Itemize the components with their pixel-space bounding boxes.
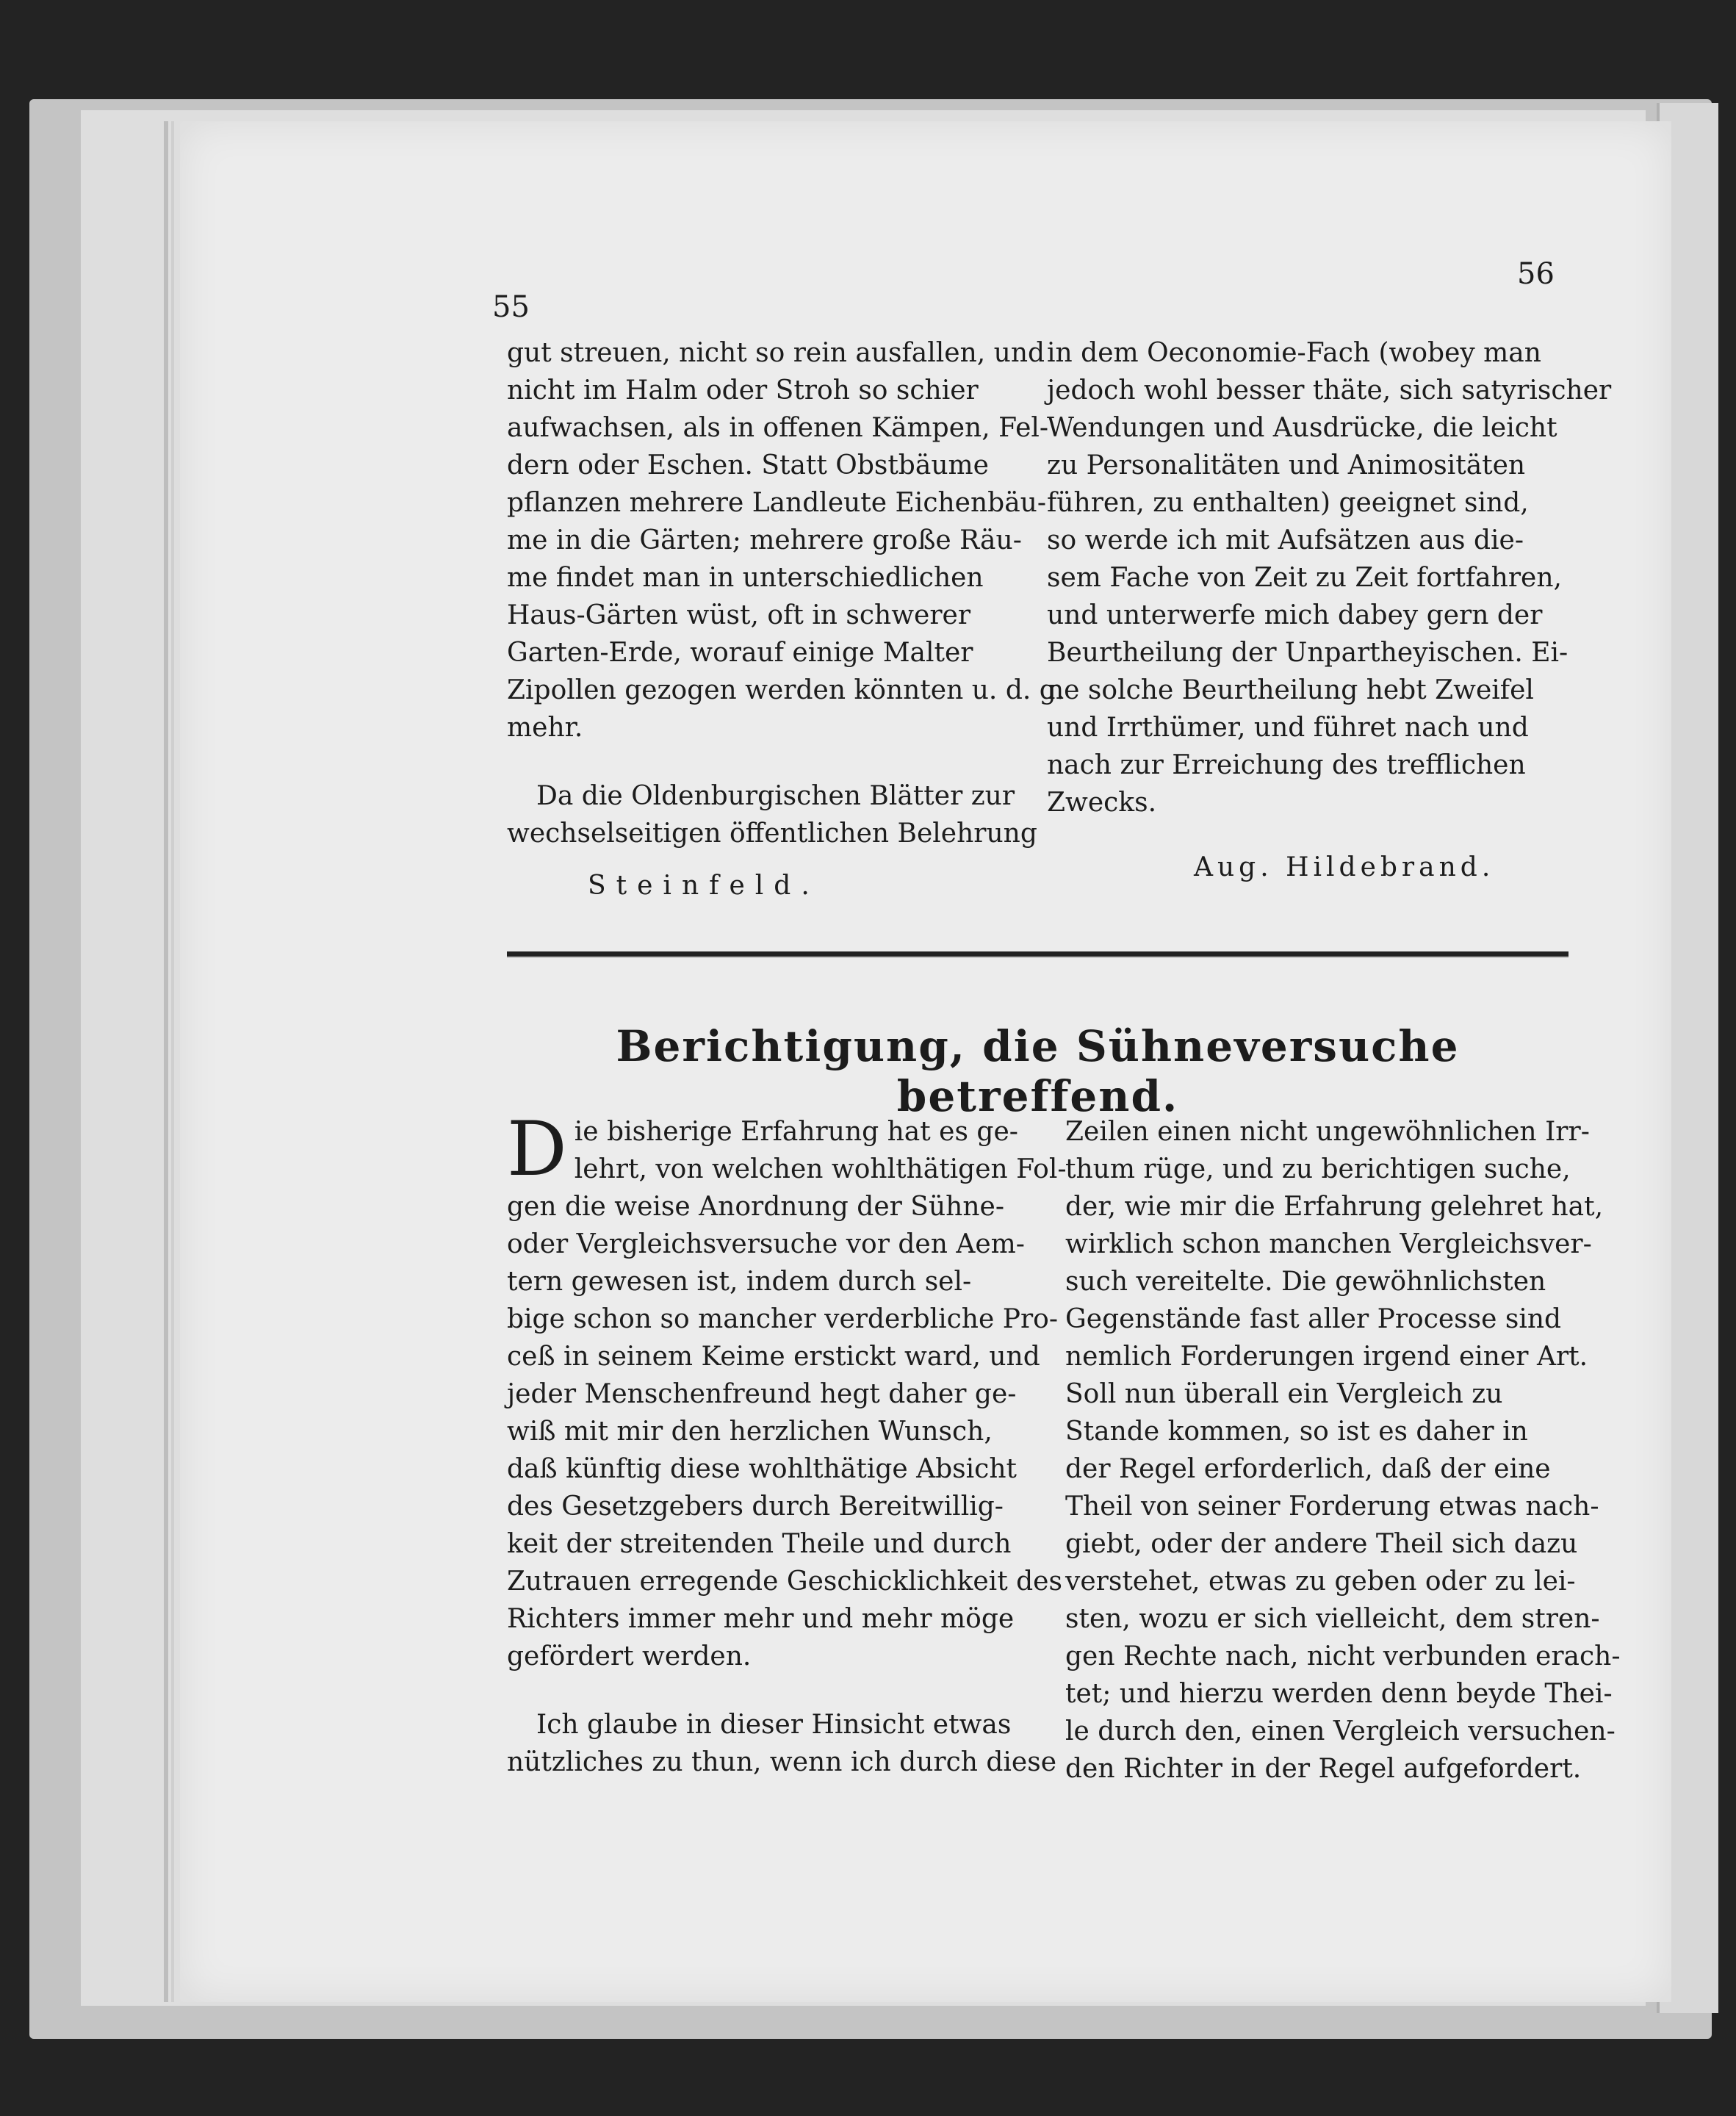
section-divider (507, 951, 1568, 957)
text-line: ie bisherige Erfahrung hat es ge- (574, 1117, 1018, 1147)
text-line: giebt, oder der andere Theil sich dazu (1065, 1529, 1578, 1559)
text-line: nemlich Forderungen irgend einer Art. (1065, 1342, 1588, 1372)
text-line: keit der streitenden Theile und durch (507, 1529, 1012, 1559)
page-number-left: 55 (492, 290, 530, 324)
text-line: such vereitelte. Die gewöhnlichsten (1065, 1267, 1546, 1297)
text-line: Soll nun überall ein Vergleich zu (1065, 1379, 1503, 1409)
text-line: Theil von seiner Forderung etwas nach- (1065, 1491, 1599, 1522)
text-line: wiß mit mir den herzlichen Wunsch, (507, 1417, 993, 1447)
text-line: sem Fache von Zeit zu Zeit fortfahren, (1047, 563, 1562, 593)
text-line: des Gesetzgebers durch Bereitwillig- (507, 1491, 1004, 1522)
text-line: mehr. (507, 713, 583, 743)
text-line: nützliches zu thun, wenn ich durch diese (507, 1747, 1057, 1777)
text-line: nach zur Erreichung des trefflichen (1047, 750, 1526, 780)
top-right-column (1047, 334, 1612, 821)
text-line: zu Personalitäten und Animositäten (1047, 450, 1526, 481)
text-line: jeder Menschenfreund hegt daher ge- (507, 1379, 1017, 1409)
bottom-left-column (507, 1106, 1067, 1781)
text-line: lehrt, von welchen wohlthätigen Fol- (574, 1154, 1067, 1184)
text-line: Wendungen und Ausdrücke, die leicht (1047, 413, 1557, 443)
text-line: gut streuen, nicht so rein ausfallen, und (507, 338, 1045, 368)
text-line: führen, zu enthalten) geeignet sind, (1047, 488, 1529, 518)
article-heading: Berichtigung, die Sühneversuche betreffend. (616, 1021, 1460, 1121)
text-line: und Irrthümer, und führet nach und (1047, 713, 1529, 743)
text-line: Da die Oldenburgischen Blätter zur (536, 781, 1015, 811)
text-line: bige schon so mancher verderbliche Pro- (507, 1304, 1059, 1334)
text-line: und unterwerfe mich dabey gern der (1047, 600, 1543, 630)
text-line: Richters immer mehr und mehr möge (507, 1604, 1015, 1634)
text-line: Zeilen einen nicht ungewöhnlichen Irr- (1065, 1117, 1590, 1147)
top-left-column (507, 334, 1065, 852)
text-line: Garten-Erde, worauf einige Malter (507, 638, 973, 668)
text-line: Beurtheilung der Unpartheyischen. Ei- (1047, 638, 1568, 668)
signature-hildebrand: Aug. Hildebrand. (1194, 852, 1495, 882)
text-line: wirklich schon manchen Vergleichsver- (1065, 1229, 1592, 1259)
text-line: Stande kommen, so ist es daher in (1065, 1417, 1528, 1447)
text-line: ne solche Beurtheilung hebt Zweifel (1047, 675, 1534, 705)
text-line: tet; und hierzu werden denn beyde Thei- (1065, 1679, 1613, 1709)
text-line: ceß in seinem Keime erstickt ward, und (507, 1342, 1040, 1372)
text-line: der Regel erforderlich, daß der eine (1065, 1454, 1551, 1484)
text-line: wechselseitigen öffentlichen Belehrung (507, 818, 1037, 849)
text-line: sten, wozu er sich vielleicht, dem stren- (1065, 1604, 1600, 1634)
text-line: me in die Gärten; mehrere große Räu- (507, 525, 1022, 555)
text-line: Haus-Gärten wüst, oft in schwerer (507, 600, 971, 630)
text-line: dern oder Eschen. Statt Obstbäume (507, 450, 989, 481)
text-line: so werde ich mit Aufsätzen aus die- (1047, 525, 1524, 555)
text-line: nicht im Halm oder Stroh so schier (507, 375, 979, 406)
text-line: gen die weise Anordnung der Sühne- (507, 1192, 1004, 1222)
text-line: verstehet, etwas zu geben oder zu lei- (1065, 1566, 1576, 1597)
text-line: Zwecks. (1047, 788, 1157, 818)
text-line: daß künftig diese wohlthätige Absicht (507, 1454, 1017, 1484)
text-line: Zipollen gezogen werden könnten u. d. g. (507, 675, 1065, 705)
signature-steinfeld: Steinfeld. (588, 871, 820, 901)
text-line: jedoch wohl besser thäte, sich satyrischer (1047, 375, 1612, 406)
text-line: oder Vergleichsversuche vor den Aem- (507, 1229, 1025, 1259)
text-line: Zutrauen erregende Geschicklichkeit des (507, 1566, 1062, 1597)
text-line: den Richter in der Regel aufgefordert. (1065, 1754, 1582, 1784)
text-line: der, wie mir die Erfahrung gelehret hat, (1065, 1192, 1604, 1222)
text-line: le durch den, einen Vergleich versuchen- (1065, 1716, 1616, 1746)
text-line: aufwachsen, als in offenen Kämpen, Fel- (507, 413, 1049, 443)
text-line: Gegenstände fast aller Processe sind (1065, 1304, 1562, 1334)
text-line: gen Rechte nach, nicht verbunden erach- (1065, 1641, 1621, 1671)
drop-cap: D (507, 1106, 567, 1193)
text-line: gefördert werden. (507, 1641, 752, 1671)
text-line: me findet man in unterschiedlichen (507, 563, 984, 593)
text-line: Ich glaube in dieser Hinsicht etwas (536, 1710, 1012, 1740)
text-line: in dem Oeconomie-Fach (wobey man (1047, 338, 1541, 368)
bottom-right-column (1065, 1113, 1621, 1788)
text-line: pflanzen mehrere Landleute Eichenbäu- (507, 488, 1047, 518)
text-line: thum rüge, und zu berichtigen suche, (1065, 1154, 1571, 1184)
page-number-right: 56 (1517, 257, 1555, 291)
text-line: tern gewesen ist, indem durch sel- (507, 1267, 972, 1297)
